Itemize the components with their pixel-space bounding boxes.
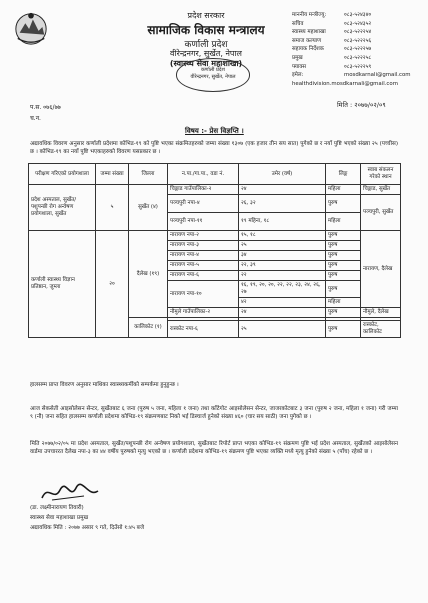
release-date: मिति : २०७७/०२/०९ <box>337 101 386 109</box>
cell-address: नारायण नपा-३ <box>168 241 239 251</box>
contact-label: सहायक निर्देशक <box>292 46 324 53</box>
cell-sex: पुरुष <box>326 308 361 318</box>
contact-label: समाज कल्याण <box>292 37 322 44</box>
cell-address: पञ्चपुरी नपा-४ <box>168 195 239 213</box>
header-division: (स्वास्थ्य सेवा महाशाखा) <box>169 59 243 68</box>
contact-row <box>292 63 411 72</box>
cell-place: नारायण, दैलेख <box>361 231 401 308</box>
cell-sex: पुरुष <box>326 231 361 241</box>
cell-age: १५, १८ <box>239 231 326 241</box>
cell-age: १६, १९, २०, २०, २२, २२, २३, २४, २६, २७ <box>239 281 326 298</box>
reference-number: प.स. ०७६/७७ <box>30 104 61 111</box>
contact-note: हालसम्म प्राप्त विवरण अनुसार माथिका स्वास्थ्यकर्मीको सम्पर्कमा हुनुहुन्छ । <box>30 382 179 388</box>
col-address: न.पा./गा.पा., वडा नं. <box>168 164 239 185</box>
cell-age: २५ <box>239 241 326 251</box>
contact-value: ०८३-५२२२५७ <box>344 46 372 53</box>
discharge-paragraph: आज सेकसेती आइसोलेसन सेन्टर, सुर्खेतबाट ६ जना (पुरुष ५ जना, महिला १ जना) तथा काँटेगोट आइसोलेसन सेन्टर, जाजरकोटबाट ३ जना (पुरुष २ जना, महिला १ जना) गरी जम्मा ९ (नौ) जना सहित हालसम्म कर्णाली प्रदेशमा कोभिड-१९ संक्रमणबाट निको भई डिस्चार्ज हुनेको संख्या ४६० (चार सय साठी) जना पुगेको छ । <box>30 406 398 421</box>
contact-value: ०८३-५२४३४० <box>344 12 372 18</box>
dispatch-number: च.न. <box>30 115 41 122</box>
contact-row <box>292 80 411 89</box>
cell-age: २२, ३९ <box>239 261 326 271</box>
header-province: कर्णाली प्रदेश <box>184 40 228 50</box>
death-paragraph: मिति २०७७/०२/०५ मा प्रदेश अस्पताल, सुर्खेत/पशुपन्छी रोग अन्वेषण प्रयोगशाला, सुर्खेतबाट रिपोर्ट प्राप्त भएका कोभिड-१९ संक्रमण पुष्टि भई प्रदेश अस्पताल, सुर्खेतको आइसोलेसन वार्डमा उपचाररत दैलेख नपा-३ का ४४ वर्षीय पुरुषको मृत्यु भएको छ । कर्णाली प्रदेशमा कोभिड-१९ संक्रमण पुष्टि भएका व्यक्ति मध्ये मृत्यु हुनेको संख्या ५ (पाँच) रहेको छ । <box>30 441 398 456</box>
contact-label: प्रमुख <box>292 54 303 61</box>
cell-age: २४ <box>239 308 326 318</box>
contact-value: ०८३-५२२२५८ <box>344 54 372 61</box>
cell-sex: पुरुष <box>326 261 361 271</box>
cell-lab: कर्णाली स्वास्थ्य विज्ञान प्रतिष्ठान, जुम्ला <box>29 231 96 338</box>
contact-row <box>292 37 411 46</box>
contact-row <box>292 20 411 29</box>
contact-label: फ्याक्स <box>292 63 306 70</box>
contact-label: स्वास्थ्य महाशाखा <box>292 29 326 36</box>
cell-sex: महिला <box>326 185 361 195</box>
cell-address: नारायण नपा-४ <box>168 251 239 261</box>
cell-address: नौमुले गाउँपालिका-२ <box>168 308 239 318</box>
col-sex: लिङ्ग <box>326 164 361 185</box>
table-row <box>29 231 401 241</box>
table-row <box>29 185 401 195</box>
cell-address: रास्कोट नपा-६ <box>168 321 239 338</box>
cell-total: ५ <box>96 185 129 231</box>
cell-address: नारायण नपा-१० <box>168 281 239 308</box>
nepal-emblem-logo <box>12 10 50 46</box>
cell-sex: महिला <box>326 213 361 231</box>
stamp-line: वीरेन्द्रनगर, सुर्खेत, नेपाल <box>190 74 236 80</box>
cell-address: पञ्चपुरी नपा-११ <box>168 213 239 231</box>
cell-age: २६, ३२ <box>239 195 326 213</box>
stamp-line: कर्णाली प्रदेश <box>201 67 225 73</box>
signature-image <box>38 482 108 504</box>
cell-district: सुर्खेत (४) <box>129 185 168 231</box>
cell-address: चिङ्गाड गाउँपालिका-२ <box>168 185 239 195</box>
cell-sex: पुरुष <box>326 321 361 338</box>
contact-label: सचिव <box>292 20 304 27</box>
table-header-row <box>29 164 401 185</box>
col-lab: परीक्षण गरिएको प्रयोगशाला <box>29 164 96 185</box>
office-stamp <box>176 58 250 92</box>
header-address: वीरेन्द्रनगर, सुर्खेत, नेपाल <box>170 49 242 58</box>
contact-value: mosdkarnali@gmail.com <box>344 72 411 79</box>
cell-age: २५ <box>239 321 326 338</box>
cell-place: चिङ्गाड, सुर्खेत <box>361 185 401 195</box>
cell-age: ४२ <box>239 298 326 308</box>
cell-lab: प्रदेश अस्पताल, सुर्खेत/ पशुपन्छी रोग अन्वेषण प्रयोगशाला, सुर्खेत <box>29 185 96 231</box>
signatory-name: (डा. लक्ष्मीनारायण तिवारी) <box>30 505 84 511</box>
cell-district: दैलेख (१९) <box>129 231 168 318</box>
contact-label: माननीय मन्त्रीज्यू: <box>292 12 327 18</box>
contact-row <box>292 71 411 80</box>
cell-address: नारायण नपा-२ <box>168 231 239 241</box>
col-age: उमेर (वर्ष) <box>239 164 326 185</box>
cell-address: नारायण नपा-५ <box>168 261 239 271</box>
contact-value: healthdivision.mosdkarnali@gmail.com <box>292 80 398 87</box>
cell-sex: पुरुष <box>326 281 361 298</box>
header-government: प्रदेश सरकार <box>187 11 225 20</box>
cell-sex: पुरुष <box>326 271 361 281</box>
cell-sex: महिला <box>326 298 361 308</box>
contact-list <box>292 11 411 88</box>
contact-row <box>292 28 411 37</box>
contact-value: ०८३-५२२२५४ <box>344 29 372 36</box>
intro-paragraph: अद्यावधिक विवरण अनुसार कर्णाली प्रदेशमा कोभिड-१९ को पुष्टि भएका संक्रमितहरुको जम्मा संख्या १३०७ (एक हजार तीन सय सात) पुगेको छ र नयाँ पुष्टि भएको संख्या २५ (पच्चीस) छ । कोभिड-१९ का नयाँ पुष्टि भएकाहरुको विवरण यसप्रकार छ । <box>30 141 398 156</box>
header-ministry: सामाजिक विकास मन्त्रालय <box>147 23 265 37</box>
contact-row <box>292 45 411 54</box>
cell-place: पञ्चपुरी, सुर्खेत <box>361 195 401 231</box>
cell-place: रास्कोट, कालिकोट <box>361 321 401 338</box>
cell-sex: पुरुष <box>326 241 361 251</box>
signatory-title: स्वास्थ्य सेवा महाशाखा प्रमुख <box>30 515 89 521</box>
updated-date: अद्यावधिक मिति : २०७७ असार ९ गते, दिउँसो १:४५ बजे <box>30 525 144 531</box>
cell-sex: पुरुष <box>326 195 361 213</box>
cell-age: १९ महिना, १८ <box>239 213 326 231</box>
signatory-block <box>30 503 144 533</box>
cases-table <box>28 163 401 338</box>
contact-row <box>292 54 411 63</box>
cell-age: २४ <box>239 185 326 195</box>
col-place: स्वाब संकलन गरेको स्थान <box>361 164 401 185</box>
contact-value: ०८३-५२४३५२ <box>344 20 372 27</box>
col-district: जिल्ला <box>129 164 168 185</box>
cell-age: ३४ <box>239 251 326 261</box>
cell-sex: पुरुष <box>326 251 361 261</box>
cell-total: २० <box>96 231 129 338</box>
contact-label: इमेल: <box>292 72 304 79</box>
cell-address: नारायण नपा-६ <box>168 271 239 281</box>
col-total: जम्मा संख्या <box>96 164 129 185</box>
cell-district: कालिकोट (१) <box>129 318 168 338</box>
contact-value: ०८३-५२२२५६ <box>344 37 372 44</box>
contact-row <box>292 11 411 20</box>
cell-age: २२ <box>239 271 326 281</box>
subject-line: विषय :- प्रेस विज्ञप्ति । <box>185 127 244 135</box>
cell-place: नौमुले, दैलेख <box>361 308 401 318</box>
contact-value: ०८३-५२२२५९ <box>344 63 372 70</box>
